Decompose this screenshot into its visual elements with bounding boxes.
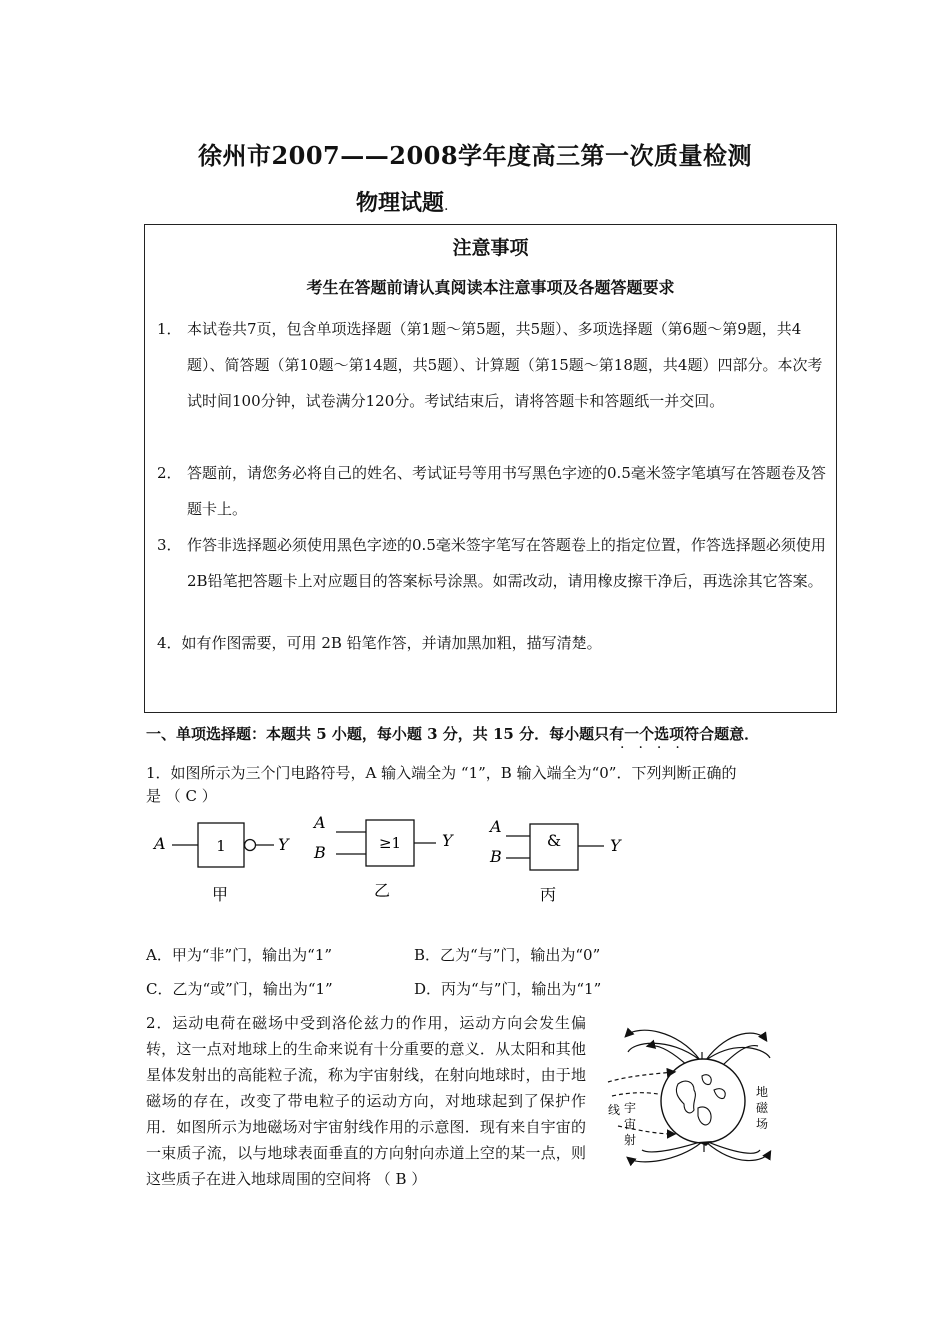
geomagnetic-figure [598, 1022, 788, 1182]
page-subtitle [356, 186, 448, 217]
label-cosmic-1: 宇 [624, 1101, 637, 1115]
gate-or-figure [310, 810, 470, 905]
notice-item-num: 4． [157, 634, 182, 652]
notice-item-1 [157, 311, 833, 455]
notice-item-num: 3． [157, 536, 182, 554]
notice-item-2 [157, 455, 833, 527]
gate-jia-input-a: A [154, 834, 166, 853]
gate-not-figure [150, 815, 300, 910]
label-cosmic-2: 宙 [624, 1117, 637, 1131]
notice-subheading: 考生在答题前请认真阅读本注意事项及各题答题要求 [306, 278, 675, 297]
gate-bing-input-b: B [490, 847, 502, 866]
notice-item-text: 作答非选择题必须使用黑色字迹的0.5毫米签字笔写在答题卷上的指定位置，作答选择题必须使用2B铅笔把答题卡上对应题目的答案标号涂黑。如需改动，请用橡皮擦干净后，再选涂其它答案。 [187, 536, 826, 590]
gate-yi-input-b: B [314, 843, 326, 862]
notice-item-text: 答题前，请您务必将自己的姓名、考试证号等用书写黑色字迹的0.5毫米签字笔填写在答题卷及答题卡上。 [187, 464, 826, 518]
section-heading: 一、单项选择题：本题共 5 小题，每小题 3 分，共 15 分．每小题只有一个选项符合题意． [146, 725, 760, 743]
gate-yi-input-a: A [314, 813, 326, 832]
gate-jia-caption: 甲 [211, 885, 229, 904]
gate-bing-input-a: A [490, 817, 502, 836]
emphasis-dots: ···· [620, 740, 694, 756]
label-cosmic-3: 射 [624, 1133, 637, 1147]
label-field-2: 磁 [756, 1101, 769, 1115]
label-line: 线 [608, 1103, 621, 1117]
notice-item-text: 如有作图需要，可用 2B 铅笔作答，并请加黑加粗，描写清楚。 [181, 634, 602, 652]
q2-stem: 2．运动电荷在磁场中受到洛伦兹力的作用，运动方向会发生偏转，这一点对地球上的生命来说有十分重要的意义．从太阳和其他星体发射出的高能粒子流，称为宇宙射线，在射向地球时，由于地磁场的存在，改变了带电粒子的运动方向，对地球起到了保护作用．如图所示为地磁场对宇宙射线作用的示意图．现有来自宇宙的一束质子流，以与地球表面垂直的方向射向赤道上空的某一点，则这些质子在进入地球周围的空间将 （ B ） [146, 1014, 586, 1188]
notice-item-num: 1． [157, 320, 182, 338]
gate-jia-symbol: 1 [216, 837, 226, 855]
gate-yi-caption: 乙 [373, 881, 391, 900]
notice-box [144, 224, 837, 713]
notice-heading: 注意事项 [452, 237, 529, 259]
gate-bing-symbol: & [546, 831, 562, 850]
q1-stem-line1: 1．如图所示为三个门电路符号，A 输入端全为 “1”，B 输入端全为“0”．下列判断正确的 [146, 764, 737, 782]
label-field-1: 地 [756, 1085, 769, 1099]
inversion-bubble [245, 840, 256, 851]
gate-yi-output: Y [442, 831, 453, 850]
q1-option-c: C．乙为“或”门，输出为“1” [146, 980, 333, 998]
q1-stem-line2: 是 （ C ） [146, 787, 217, 805]
gate-bing-output: Y [610, 836, 621, 855]
gate-yi-symbol: ≥1 [378, 834, 402, 852]
gate-and-figure [486, 812, 636, 907]
subtitle-dot: . [444, 198, 449, 214]
page-title: 徐州市2007——2008学年度高三第一次质量检测 [197, 141, 753, 170]
notice-item-num: 2． [157, 464, 182, 482]
q1-option-a: A．甲为“非”门，输出为“1” [146, 946, 333, 964]
subtitle-text: 物理试题 [356, 190, 445, 216]
notice-item-4 [157, 625, 833, 661]
notice-item-3 [157, 527, 833, 635]
label-field-3: 场 [756, 1117, 769, 1131]
q1-option-b: B．乙为“与”门，输出为“0” [414, 946, 601, 964]
q1-option-d: D．丙为“与”门，输出为“1” [414, 980, 602, 998]
notice-item-text: 本试卷共7页，包含单项选择题（第1题～第5题，共5题）、多项选择题（第6题～第9题，共4题）、简答题（第10题～第14题，共5题）、计算题（第15题～第18题，共4题）四部分。本次考试时间100分钟，试卷满分120分。考试结束后，请将答题卡和答题纸一并交回。 [187, 320, 823, 410]
gate-jia-output: Y [278, 835, 289, 854]
gate-bing-caption: 丙 [539, 885, 557, 904]
